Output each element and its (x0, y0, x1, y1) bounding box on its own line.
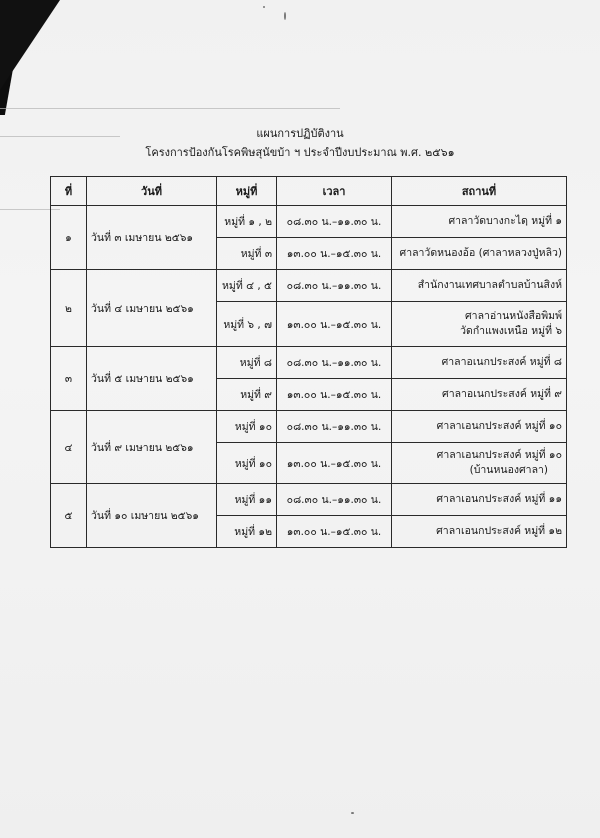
header-place: สถานที่ (392, 177, 567, 206)
row-date: วันที่ ๙ เมษายน ๒๕๖๑ (87, 411, 217, 484)
row-number: ๑ (51, 206, 87, 270)
row-time: ๑๓.๐๐ น.–๑๕.๓๐ น. (277, 443, 392, 484)
row-place: สำนักงานเทศบาลตำบลบ้านสิงห์ (392, 270, 567, 302)
row-moo: หมู่ที่ ๑ , ๒ (217, 206, 277, 238)
row-time: ๑๓.๐๐ น.–๑๕.๓๐ น. (277, 379, 392, 411)
scan-artifact-line (0, 108, 340, 109)
row-number: ๔ (51, 411, 87, 484)
row-date: วันที่ ๕ เมษายน ๒๕๖๑ (87, 347, 217, 411)
schedule-table (50, 176, 567, 548)
document-title: แผนการปฏิบัติงาน (256, 127, 344, 140)
row-moo: หมู่ที่ ๘ (217, 347, 277, 379)
row-time: ๐๘.๓๐ น.–๑๑.๓๐ น. (277, 484, 392, 516)
row-place: ศาลาวัดหนองอ้อ (ศาลาหลวงปู่หลิว) (392, 238, 567, 270)
row-place: ศาลาวัดบางกะไดฺ หมู่ที่ ๑ (392, 206, 567, 238)
scan-speck (263, 6, 265, 8)
row-place: ศาลาเอนกประสงค์ หมู่ที่ ๑๑ (392, 484, 567, 516)
place-line-2: (บ้านหนองศาลา) (469, 464, 548, 476)
row-time: ๐๘.๓๐ น.–๑๑.๓๐ น. (277, 270, 392, 302)
row-moo: หมู่ที่ ๑๒ (217, 516, 277, 548)
row-time: ๐๘.๓๐ น.–๑๑.๓๐ น. (277, 206, 392, 238)
row-date: วันที่ ๑๐ เมษายน ๒๕๖๑ (87, 484, 217, 548)
scan-speck (351, 812, 354, 814)
row-number: ๒ (51, 270, 87, 347)
table-row (51, 411, 567, 443)
table-row (51, 484, 567, 516)
row-moo: หมู่ที่ ๓ (217, 238, 277, 270)
row-number: ๓ (51, 347, 87, 411)
scan-corner (0, 0, 60, 90)
row-date: วันที่ ๔ เมษายน ๒๕๖๑ (87, 270, 217, 347)
table-row (51, 347, 567, 379)
row-place (392, 302, 567, 347)
row-moo: หมู่ที่ ๑๐ (217, 443, 277, 484)
row-place (392, 443, 567, 484)
row-moo: หมู่ที่ ๖ , ๗ (217, 302, 277, 347)
header-time: เวลา (277, 177, 392, 206)
header-moo: หมู่ที่ (217, 177, 277, 206)
row-place: ศาลาอเนกประสงค์ หมู่ที่ ๘ (392, 347, 567, 379)
row-time: ๐๘.๓๐ น.–๑๑.๓๐ น. (277, 411, 392, 443)
place-line-2: วัดกำแพงเหนือ หมู่ที่ ๖ (460, 325, 562, 337)
row-place: ศาลาเอนกประสงค์ หมู่ที่ ๑๒ (392, 516, 567, 548)
row-date: วันที่ ๓ เมษายน ๒๕๖๑ (87, 206, 217, 270)
row-time: ๑๓.๐๐ น.–๑๕.๓๐ น. (277, 302, 392, 347)
row-moo: หมู่ที่ ๑๑ (217, 484, 277, 516)
row-place: ศาลาอเนกประสงค์ หมู่ที่ ๙ (392, 379, 567, 411)
row-time: ๐๘.๓๐ น.–๑๑.๓๐ น. (277, 347, 392, 379)
row-number: ๕ (51, 484, 87, 548)
place-line-1: ศาลาเอนกประสงค์ หมู่ที่ ๑๐ (436, 449, 562, 461)
header-no: ที่ (51, 177, 87, 206)
place-line-1: ศาลาอ่านหนังสือพิมพ์ (465, 310, 562, 322)
row-time: ๑๓.๐๐ น.–๑๕.๓๐ น. (277, 238, 392, 270)
scan-speck (284, 12, 286, 20)
row-moo: หมู่ที่ ๙ (217, 379, 277, 411)
row-time: ๑๓.๐๐ น.–๑๕.๓๐ น. (277, 516, 392, 548)
table-row (51, 270, 567, 302)
row-moo: หมู่ที่ ๑๐ (217, 411, 277, 443)
header-date: วันที่ (87, 177, 217, 206)
document-subtitle: โครงการป้องกันโรคพิษสุนัขบ้า ฯ ประจำปีงบประมาณ พ.ศ. ๒๕๖๑ (145, 146, 455, 159)
table-row (51, 206, 567, 238)
table-header-row (51, 177, 567, 206)
row-place: ศาลาเอนกประสงค์ หมู่ที่ ๑๐ (392, 411, 567, 443)
row-moo: หมู่ที่ ๔ , ๕ (217, 270, 277, 302)
